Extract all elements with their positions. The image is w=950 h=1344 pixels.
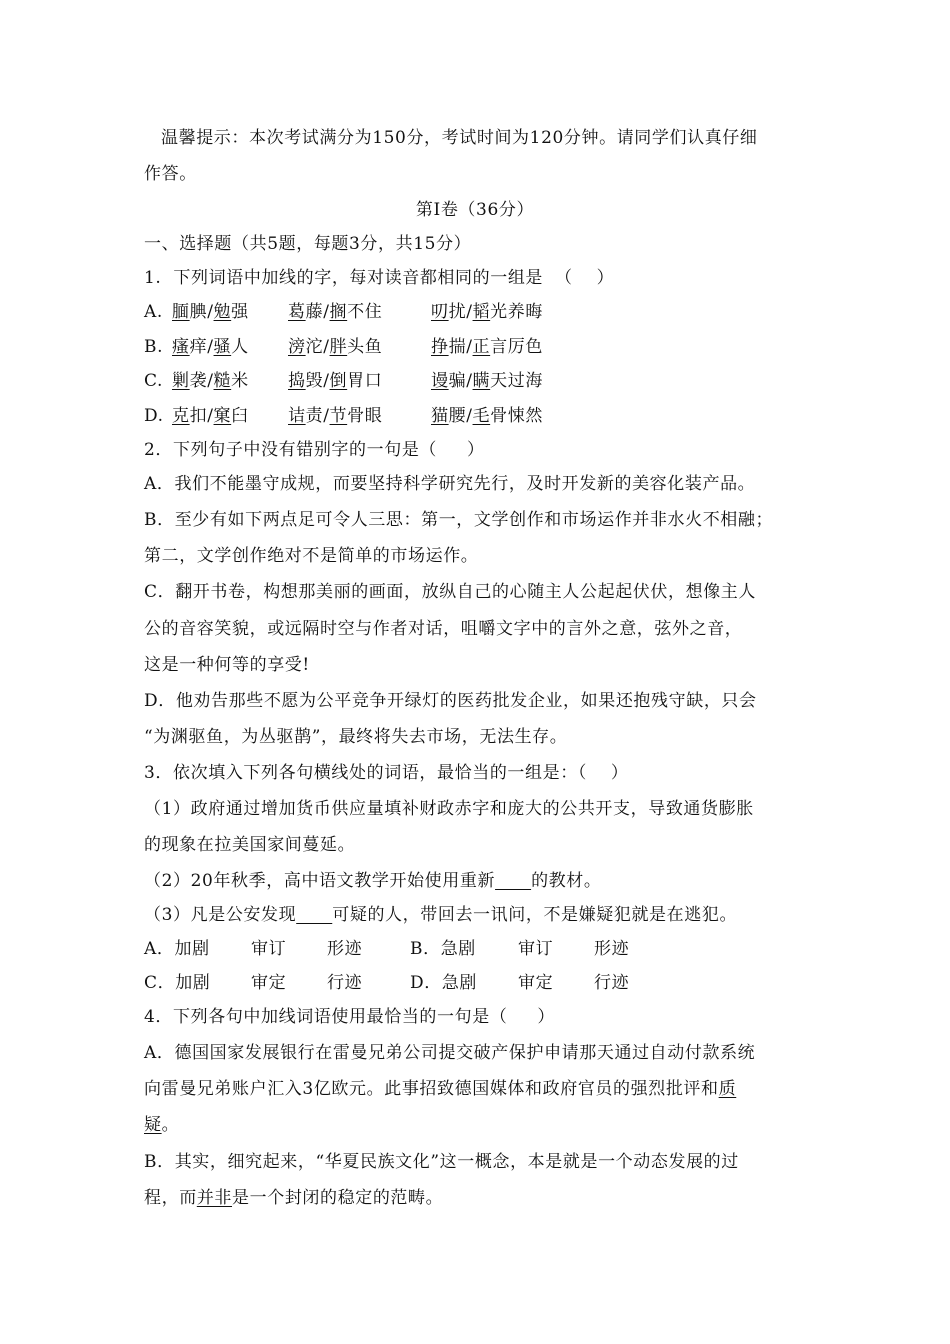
q1-stem: 1. 下列词语中加线的字，每对读音都相同的一组是 （ ）	[144, 268, 615, 288]
word-group-1: 腼腆/勉强	[172, 302, 249, 322]
q4-option-a-line-3: 疑。	[144, 1115, 180, 1135]
word-group-3: 叨扰/韬光养晦	[431, 302, 543, 322]
q4-option-b-line-2: 程，而并非是一个封闭的稳定的范畴。	[144, 1188, 444, 1208]
q3-stem: 3．依次填入下列各句横线处的词语，最恰当的一组是：（ ）	[144, 763, 629, 783]
q2-option-b-line-1: B．至少有如下两点足可令人三思：第一，文学创作和市场运作并非水火不相融；	[144, 510, 774, 530]
option-label: D.	[144, 406, 164, 426]
word-group-2: 诘责/节骨眼	[288, 406, 383, 426]
q2-stem: 2．下列句子中没有错别字的一句是（ ）	[144, 440, 485, 460]
underlined-word: 疑	[144, 1115, 162, 1135]
q2-option-d-line-1: D．他劝告那些不愿为公平竞争开绿灯的医药批发企业，如果还抱残守缺，只会	[144, 691, 757, 711]
q2-option-c-line-2: 公的音容笑貌，或远隔时空与作者对话，咀嚼文字中的言外之意，弦外之音，	[144, 619, 743, 639]
word-group-2: 捣毁/倒胃口	[288, 371, 383, 391]
q3-option-d-word-3: 行迹	[594, 973, 630, 993]
word-group-2: 滂沱/胖头鱼	[288, 337, 383, 357]
word-group-1: 剿袭/糙米	[172, 371, 249, 391]
word-group-2: 葛藤/搁不住	[288, 302, 383, 322]
word-group-3: 猫腰/毛骨悚然	[431, 406, 543, 426]
q3-option-b-word-3: 形迹	[594, 939, 630, 959]
notice-line-2: 作答。	[144, 164, 197, 184]
section-title: 一、选择题（共5题，每题3分，共15分）	[144, 234, 472, 254]
option-label: B.	[144, 337, 164, 357]
q2-option-d-line-2: “为渊驱鱼，为丛驱鹊”，最终将失去市场，无法生存。	[144, 727, 568, 747]
q3-option-a-word-3: 形迹	[327, 939, 363, 959]
q2-option-c-line-1: C．翻开书卷，构想那美丽的画面，放纵自己的心随主人公起起伏伏，想像主人	[144, 582, 757, 602]
q3-option-c-word-3: 行迹	[327, 973, 363, 993]
q2-option-a: A．我们不能墨守成规，而要坚持科学研究先行，及时开发新的美容化装产品。	[144, 474, 756, 494]
q4-stem: 4．下列各句中加线词语使用最恰当的一句是（ ）	[144, 1007, 556, 1027]
q3-sentence-3: （3）凡是公安发现 可疑的人，带回去一讯问，不是嫌疑犯就是在逃犯。	[144, 905, 738, 925]
word-group-1: 克扣/窠臼	[172, 406, 249, 426]
underlined-word: 并非	[196, 1188, 233, 1208]
q3-option-b-label: B．急剧	[410, 939, 476, 959]
q4-option-a-line-2: 向雷曼兄弟账户汇入3亿欧元。此事招致德国媒体和政府官员的强烈批评和质	[144, 1079, 737, 1099]
q4-option-a-line-1: A．德国国家发展银行在雷曼兄弟公司提交破产保护申请那天通过自动付款系统	[144, 1043, 756, 1063]
q3-option-a-word-2: 审订	[251, 939, 287, 959]
fill-blank	[296, 905, 332, 925]
q3-sentence-2: （2）20年秋季，高中语文教学开始使用重新 的教材。	[144, 871, 602, 891]
q3-option-b-word-2: 审订	[518, 939, 554, 959]
q3-option-d-word-2: 审定	[518, 973, 554, 993]
q3-option-a-label: A．加剧	[144, 939, 210, 959]
word-group-3: 挣揣/正言厉色	[431, 337, 543, 357]
q3-option-c-word-2: 审定	[251, 973, 287, 993]
fill-blank	[495, 871, 531, 891]
q2-option-c-line-3: 这是一种何等的享受!	[144, 655, 310, 675]
q3-option-c-label: C．加剧	[144, 973, 211, 993]
word-group-1: 瘙痒/骚人	[172, 337, 249, 357]
q2-option-b-line-2: 第二，文学创作绝对不是简单的市场运作。	[144, 546, 479, 566]
part-title: 第Ⅰ卷（36分）	[415, 200, 535, 220]
q3-sentence-1-line-1: （1）政府通过增加货币供应量填补财政赤字和庞大的公共开支，导致通货膨胀	[144, 799, 754, 819]
q3-option-d-label: D．急剧	[410, 973, 478, 993]
option-label: A.	[144, 302, 163, 322]
word-group-3: 谩骗/瞒天过海	[431, 371, 543, 391]
notice-line-1: 温馨提示：本次考试满分为150分，考试时间为120分钟。请同学们认真仔细	[161, 128, 758, 148]
option-label: C.	[144, 371, 164, 391]
underlined-word: 质	[718, 1079, 737, 1099]
q4-option-b-line-1: B．其实，细究起来，“华夏民族文化”这一概念，本是就是一个动态发展的过	[144, 1152, 739, 1172]
q3-sentence-1-line-2: 的现象在拉美国家间蔓延。	[144, 835, 356, 855]
